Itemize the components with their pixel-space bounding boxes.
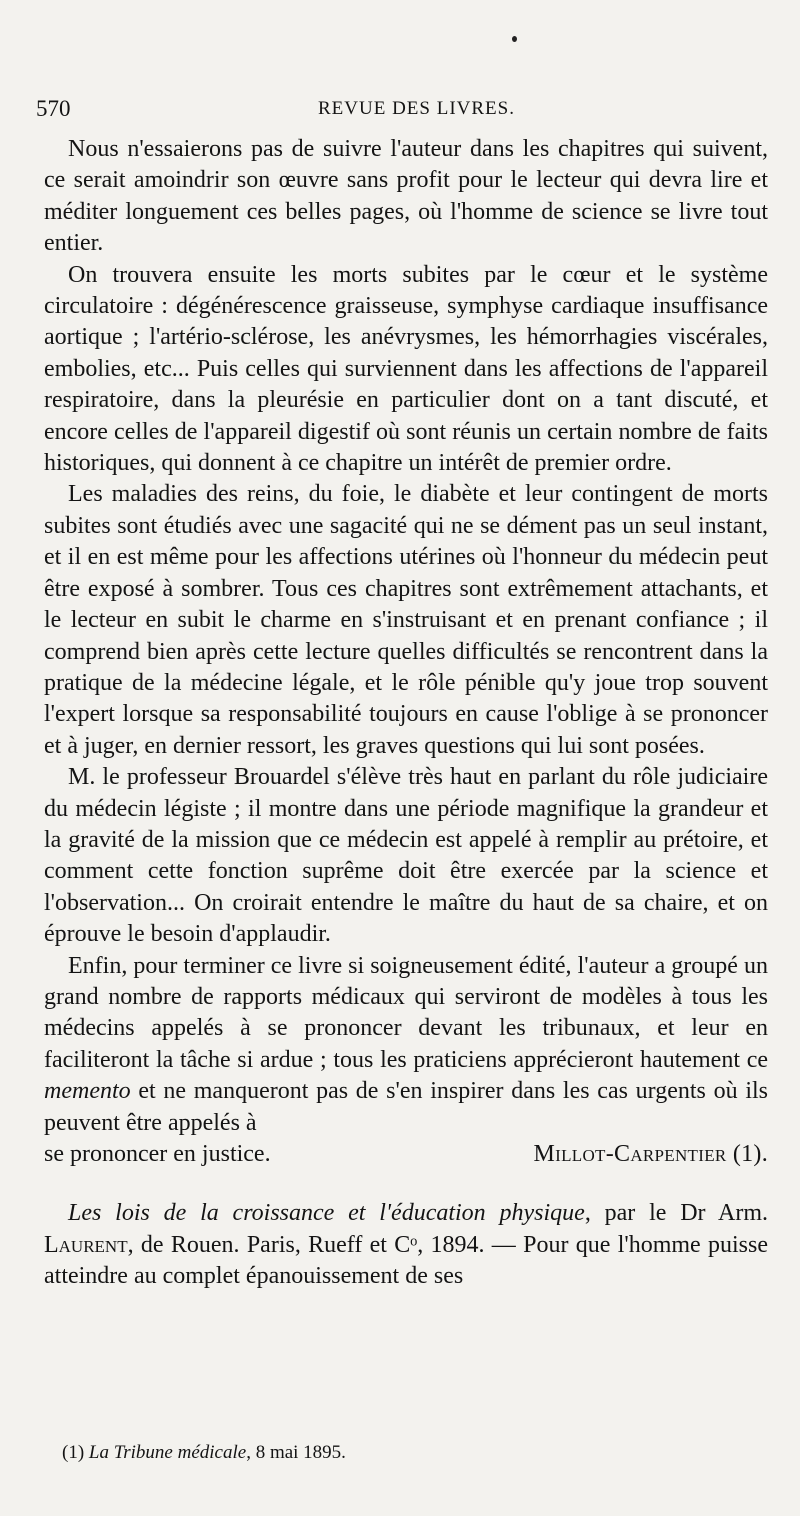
book-review: [44, 1198, 768, 1292]
review-by: , par le Dr Arm.: [584, 1200, 768, 1227]
paragraph-2: On trouvera ensuite les morts subites par le cœur et le système circulatoire : dégénérescence graisseuse, symphyse cardiaque insuffisance aortique ; l'artério-sclérose, les anévrysmes, les hémorrhagies viscérales, embolies, etc... Puis celles qui surviennent dans les affections de l'appareil respiratoire, dans la pleurésie en particulier dont on a tant discuté, et encore celles de l'appareil digestif où sont réunis un certain nombre de faits historiques, qui donnent à ce chapitre un intérêt de premier ordre.: [44, 261, 768, 477]
running-head: REVUE DES LIVRES.: [318, 98, 515, 119]
paragraph-5-text-b: et ne manqueront pas de s'en inspirer dans les cas urgents où ils peuvent être appelés à: [44, 1078, 768, 1136]
review-signature: Millot-Carpentier (1).: [533, 1141, 768, 1167]
footnote-date: , 8 mai 1895.: [246, 1442, 346, 1463]
footnote-journal: La Tribune médicale: [88, 1442, 247, 1463]
review-rest: , de Rouen. Paris, Rueff et Cᵒ, 1894. — Pour que l'homme puisse atteindre au complet épanouissement de ses: [44, 1231, 768, 1290]
section-gap: [44, 1170, 768, 1198]
paragraph-3: Les maladies des reins, du foie, le diabète et leur contingent de morts subites sont étudiés avec une sagacité qui ne se dément pas un seul instant, et il en est même pour les affections utérines où l'honneur du médecin peut être exposé à sombrer. Tous ces chapitres sont extrêmement attachants, et le lecteur en subit le charme en s'instruisant et en prenant confiance ; il comprend bien après cette lecture quelles difficultés se rencontrent dans la pratique de la médecine légale, et le rôle pénible qu'y joue trop souvent l'expert lorsque sa responsabilité toujours en cause l'oblige à se prononcer et à juger, en dernier ressort, les graves questions qui lui sont posées.: [44, 481, 768, 759]
paragraph-1: Nous n'essaierons pas de suivre l'auteur dans les chapitres qui suivent, ce serait amoindrir son œuvre sans profit pour le lecteur qui devra lire et méditer longuement ces belles pages, où l'homme de science se livre tout entier.: [44, 136, 768, 257]
review-author: Laurent: [44, 1231, 128, 1258]
page-header: [36, 96, 756, 128]
memento-italic: memento: [44, 1078, 131, 1105]
body-text: [44, 134, 768, 1293]
review-paragraph: [44, 1198, 768, 1292]
ink-speck: [512, 36, 517, 42]
paragraph-5-text-a: Enfin, pour terminer ce livre si soigneusement édité, l'auteur a groupé un grand nombre de rapports médicaux qui serviront de modèles à tous les médecins appelés à se prononcer devant les tribunaux, et leur en faciliteront la tâche si ardue ; tous les praticiens apprécieront hautement ce: [44, 952, 768, 1073]
review-book-title: Les lois de la croissance et l'éducation physique: [68, 1200, 585, 1227]
footnote-marker: (1): [62, 1442, 89, 1463]
paragraph-5: [44, 951, 768, 1139]
footnote: [62, 1442, 762, 1464]
paragraph-5-last-line: se prononcer en justice.: [44, 1141, 271, 1167]
signature-line: [44, 1139, 768, 1170]
page-number: 570: [36, 96, 71, 121]
paragraph-4: M. le professeur Brouardel s'élève très haut en parlant du rôle judiciaire du médecin légiste ; il montre dans une période magnifique la grandeur et la gravité de la mission que ce médecin est appelé à remplir au prétoire, et comment cette fonction suprême doit être exercée par la science et l'observation... On croirait entendre le maître du haut de sa chaire, et on éprouve le besoin d'applaudir.: [44, 764, 768, 948]
